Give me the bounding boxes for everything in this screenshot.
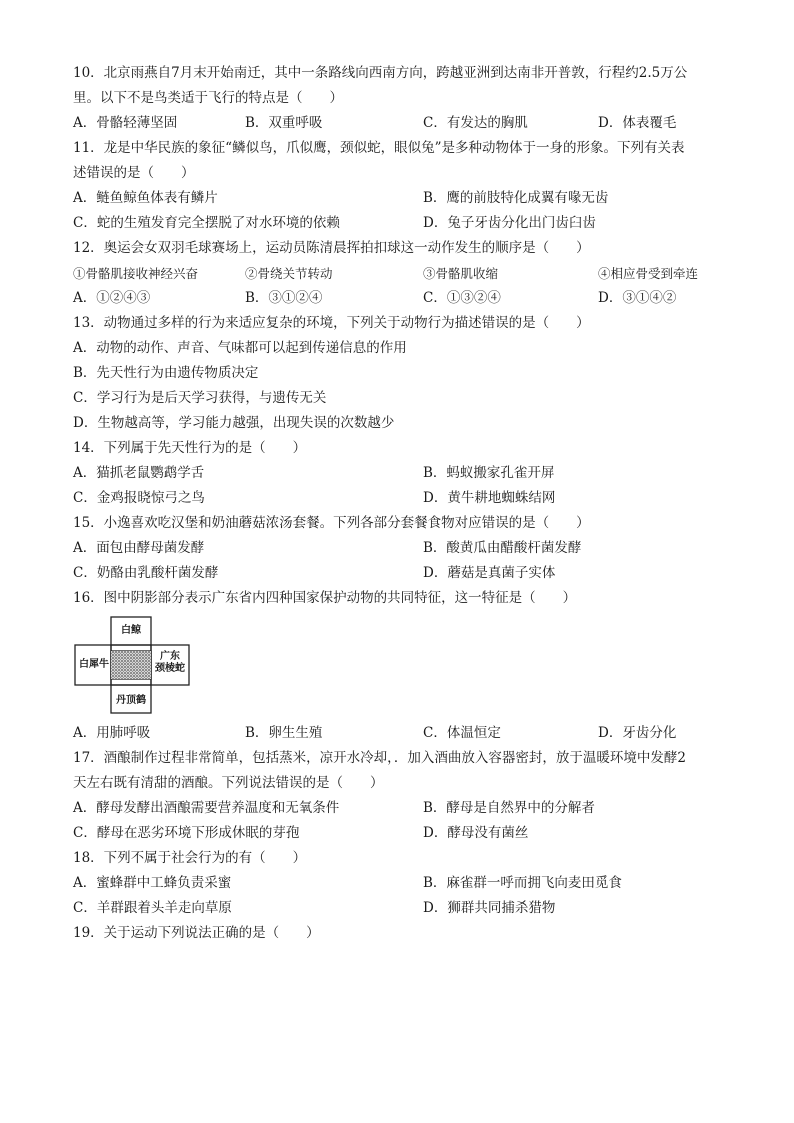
question-17-options-row1 [73,796,723,821]
question-12-options [73,286,723,311]
option-a: A．面包由酵母菌发酵 [73,540,205,556]
label-top: 白鲸 [121,625,141,636]
option-c: C．酵母在恶劣环境下形成休眠的芽孢 [73,825,300,841]
question-17-stem: 17．酒酿制作过程非常简单，包括蒸米，凉开水冷却，．加入酒曲放入容器密封，放于温暖环境中发酵2 [73,750,687,766]
question-14-options-row2 [73,486,723,511]
question-17-stem-cont: 天左右既有清甜的酒酿。下列说法错误的是（ ） [73,775,384,791]
question-11-options-row1 [73,186,723,211]
question-14-stem: 14．下列属于先天性行为的是（ ） [73,440,307,456]
option-d: D．体表覆毛 [598,115,677,131]
question-12-steps [73,261,723,286]
option-c: C．蛇的生殖发育完全摆脱了对水环境的依赖 [73,215,340,231]
option-a: A．动物的动作、声音、气味都可以起到传递信息的作用 [73,340,407,356]
question-10-stem: 10．北京雨燕自7月末开始南迁，其中一条路线向西南方向，跨越亚洲到达南非开普敦，行程约2.5万公 [73,65,688,81]
option-b: B．蚂蚁搬家孔雀开屏 [423,465,555,481]
question-11-options-row2 [73,211,723,236]
option-b: B．鹰的前肢特化成翼有喙无齿 [423,190,609,206]
option-b: B．卵生生殖 [245,725,323,741]
option-c: C．学习行为是后天学习获得，与遗传无关 [73,390,327,406]
step-3: ③骨骼肌收缩 [423,266,499,281]
option-d: D．牙齿分化 [598,725,677,741]
option-a: A．酵母发酵出酒酿需要营养温度和无氧条件 [73,800,340,816]
step-4: ④相应骨受到牵连 [598,266,699,281]
question-10-options [73,111,723,136]
option-a: A．①②④③ [73,290,151,306]
venn-cross-figure [73,615,723,715]
question-11-stem-cont: 述错误的是（ ） [73,165,195,181]
label-right-1: 广东 [160,651,180,662]
label-bottom: 丹顶鹤 [116,695,146,706]
option-a: A．骨骼轻薄坚固 [73,115,178,131]
question-16-stem: 16．图中阴影部分表示广东省内四种国家保护动物的共同特征，这一特征是（ ） [73,590,577,606]
option-b: B．酸黄瓜由醋酸杆菌发酵 [423,540,582,556]
option-d: D．狮群共同捕杀猎物 [423,900,556,916]
question-19-stem: 19．关于运动下列说法正确的是（ ） [73,925,320,941]
shaded-overlap [111,651,151,679]
question-15-stem: 15．小逸喜欢吃汉堡和奶油蘑菇浓汤套餐。下列各部分套餐食物对应错误的是（ ） [73,515,590,531]
question-11-stem: 11．龙是中华民族的象征“鳞似鸟，爪似鹰，颈似蛇，眼似兔”是多种动物体于一身的形象。下列有关表 [73,140,685,156]
exam-page [73,61,723,946]
option-c: C．①③②④ [423,290,501,306]
question-12-stem: 12．奥运会女双羽毛球赛场上，运动员陈清晨挥拍扣球这一动作发生的顺序是（ ） [73,240,590,256]
question-18-stem: 18．下列不属于社会行为的有（ ） [73,850,307,866]
option-d: D．生物越高等，学习能力越强，出现失误的次数越少 [73,415,395,431]
option-b: B．酵母是自然界中的分解者 [423,800,595,816]
label-right-2: 颈棱蛇 [155,663,185,674]
question-10-stem-cont: 里。以下不是鸟类适于飞行的特点是（ ） [73,90,343,106]
option-b: B．双重呼吸 [245,115,323,131]
option-c: C．羊群跟着头羊走向草原 [73,900,232,916]
option-d: D．蘑菇是真菌子实体 [423,565,556,581]
option-b: B．麻雀群一呼而拥飞向麦田觅食 [423,875,622,891]
option-d: D．酵母没有菌丝 [423,825,529,841]
question-15-options-row1 [73,536,723,561]
option-c: C．体温恒定 [423,725,501,741]
step-1: ①骨骼肌接收神经兴奋 [73,266,199,281]
option-b: B．先天性行为由遗传物质决定 [73,365,259,381]
option-b: B．③①②④ [245,290,323,306]
option-a: A．猫抓老鼠鹦鹉学舌 [73,465,205,481]
question-15-options-row2 [73,561,723,586]
option-a: A．蜜蜂群中工蜂负责采蜜 [73,875,232,891]
option-c: C．奶酪由乳酸杆菌发酵 [73,565,219,581]
option-d: D．③①④② [598,290,677,306]
label-left: 白犀牛 [79,659,109,670]
option-c: C．有发达的胸肌 [423,115,528,131]
question-13-stem: 13．动物通过多样的行为来适应复杂的环境，下列关于动物行为描述错误的是（ ） [73,315,590,331]
option-a: A．用肺呼吸 [73,725,151,741]
question-17-options-row2 [73,821,723,846]
question-14-options-row1 [73,461,723,486]
question-16-options [73,721,723,746]
option-d: D．黄牛耕地蜘蛛结网 [423,490,556,506]
question-18-options-row1 [73,871,723,896]
option-a: A．鲢鱼鲸鱼体表有鳞片 [73,190,218,206]
option-d: D．兔子牙齿分化出门齿臼齿 [423,215,596,231]
step-2: ②骨绕关节转动 [245,266,333,281]
option-c: C．金鸡报晓惊弓之鸟 [73,490,205,506]
question-18-options-row2 [73,896,723,921]
